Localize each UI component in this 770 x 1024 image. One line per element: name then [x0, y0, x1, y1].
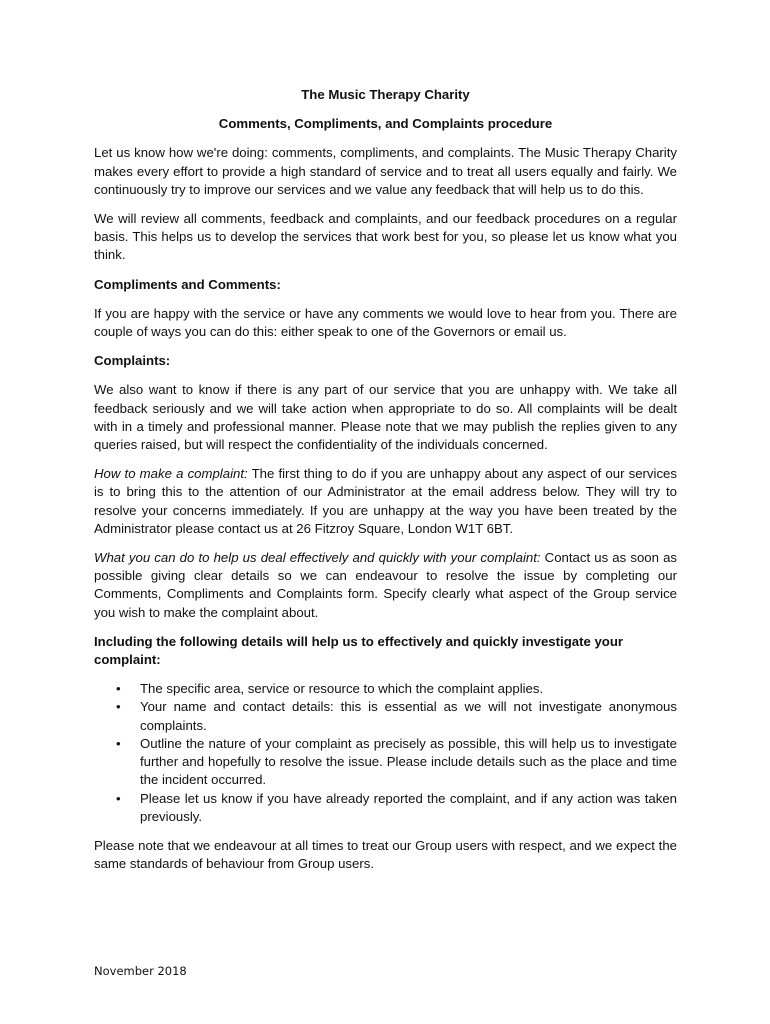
how-to-complain-text: The first thing to do if you are unhappy about any aspect of our services is to bring this to the attention of our Administrator at the email address below. They will try to resolve your concerns immediately. If you are unhappy at the way you have been treated by the Administrator please contact us at 26 Fitzroy Square, London W1T 6BT.	[94, 466, 677, 536]
details-heading: Including the following details will help us to effectively and quickly investigate your complaint:	[94, 633, 624, 668]
compliments-paragraph: If you are happy with the service or have any comments we would love to hear from you. There are couple of ways you can do this: either speak to one of the Governors or email us.	[94, 305, 677, 340]
list-item	[94, 735, 677, 790]
compliments-heading: Compliments and Comments:	[94, 276, 281, 292]
intro-paragraph-1: Let us know how we're doing: comments, compliments, and complaints. The Music Therapy Charity makes every effort to provide a high standard of service and to treat all users equally and fairly. We continuously try to improve our services and we value any feedback that will help us to do this.	[94, 145, 677, 197]
list-item-text: Outline the nature of your complaint as precisely as possible, this will help us to investigate further and hopefully to resolve the issue. Please include details such as the place and time the incident occurred.	[140, 735, 677, 788]
bullet-icon: •	[116, 699, 121, 715]
how-to-complain-paragraph	[94, 465, 677, 538]
list-item-text: Your name and contact details: this is essential as we will not investigate anonymous complaints.	[140, 699, 677, 733]
complaints-heading: Complaints:	[94, 353, 171, 369]
list-item	[94, 680, 677, 698]
bullet-icon: •	[116, 735, 121, 751]
document-page	[94, 86, 677, 884]
closing-paragraph: Please note that we endeavour at all times to treat our Group users with respect, and we expect the same standards of behaviour from Group users.	[94, 837, 677, 872]
intro-paragraph-2: We will review all comments, feedback and complaints, and our feedback procedures on a regular basis. This helps us to develop the services that work best for you, so please let us know what you think.	[94, 211, 677, 263]
list-item	[94, 698, 677, 734]
footer-date: November 2018	[94, 964, 187, 978]
how-to-complain-label: How to make a complaint:	[94, 466, 248, 482]
list-item-text: Please let us know if you have already reported the complaint, and if any action was taken previously.	[140, 790, 677, 824]
what-you-can-do-text: Contact us as soon as possible giving clear details so we can endeavour to resolve the issue by completing our Comments, Compliments and Complaints form. Specify clearly what aspect of the Group service you wish to make the complaint about.	[94, 550, 677, 620]
document-title: Comments, Compliments, and Complaints procedure	[218, 116, 553, 132]
bullet-icon: •	[116, 681, 121, 697]
bullet-icon: •	[116, 790, 121, 806]
list-item-text: The specific area, service or resource to which the complaint applies.	[140, 681, 544, 697]
details-list	[94, 680, 677, 826]
what-you-can-do-paragraph	[94, 549, 677, 622]
what-you-can-do-label: What you can do to help us deal effectively and quickly with your complaint:	[94, 550, 541, 566]
complaints-paragraph: We also want to know if there is any part of our service that you are unhappy with. We take all feedback seriously and we will take action when appropriate to do so. All complaints will be dealt with in a timely and professional manner. Please note that we may publish the replies given to any queries raised, but will respect the confidentiality of the individuals concerned.	[94, 382, 677, 453]
list-item	[94, 790, 677, 826]
organization-title: The Music Therapy Charity	[301, 87, 470, 102]
